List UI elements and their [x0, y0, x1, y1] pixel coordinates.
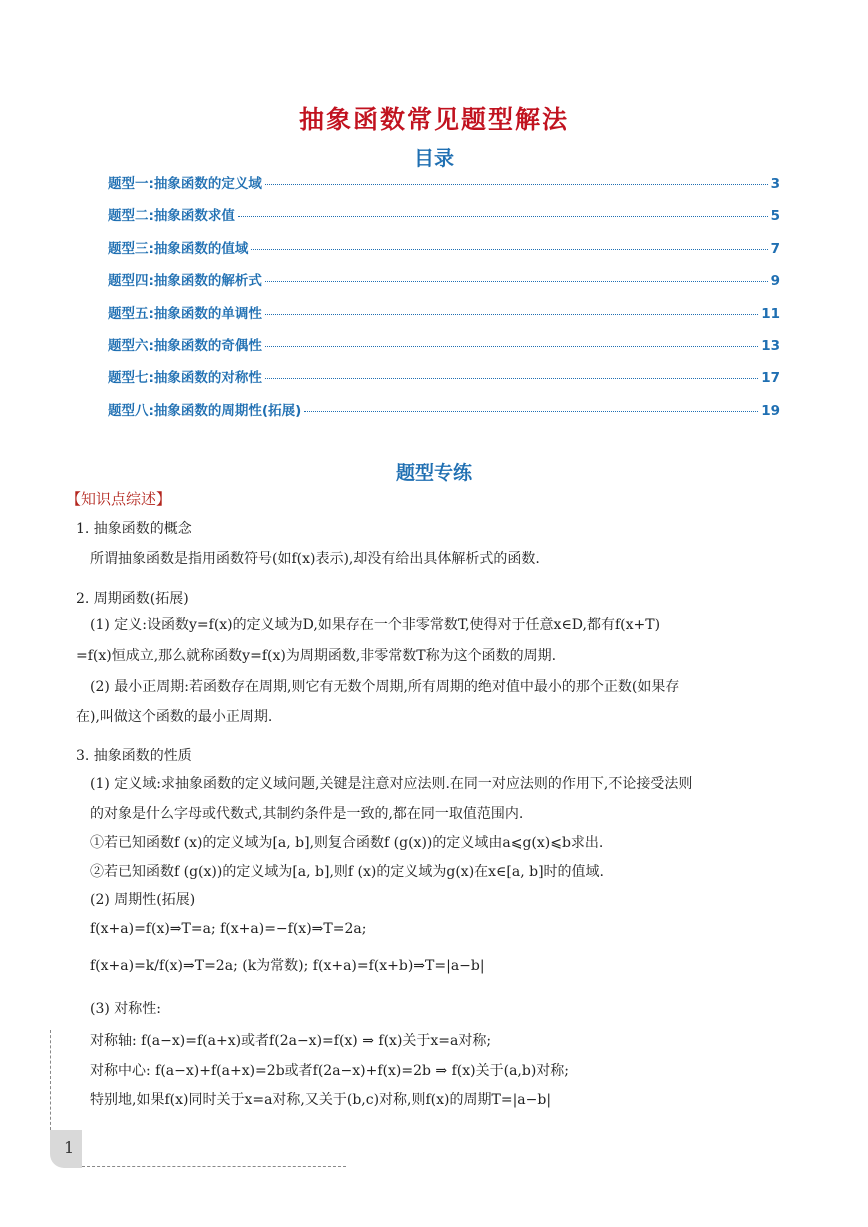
document-title: 抽象函数常见题型解法 [298, 105, 569, 134]
paragraph-line: ①若已知函数f (x)的定义域为[a, b],则复合函数f (g(x))的定义域由a⩽g(x)⩽b求出. [90, 835, 604, 851]
toc-item-label: 题型三:抽象函数的值域 [108, 240, 249, 257]
toc-item-label: 题型五:抽象函数的单调性 [108, 305, 262, 322]
toc-item[interactable] [108, 334, 780, 366]
paragraph-line: ②若已知函数f (g(x))的定义域为[a, b],则f (x)的定义域为g(x)在x∈[a, b]时的值域. [90, 864, 604, 880]
formula-line: 对称中心: f(a−x)+f(a+x)=2b或者f(2a−x)+f(x)=2b ⇒ f(x)关于(a,b)对称; [90, 1063, 570, 1079]
page-number: 1 [64, 1138, 75, 1157]
toc-item-label: 题型一:抽象函数的定义域 [108, 176, 262, 192]
toc-item[interactable] [108, 237, 780, 269]
toc-leader-dots [251, 249, 767, 250]
toc-item-page: 17 [761, 370, 780, 387]
paragraph-line: 的对象是什么字母或代数式,其制约条件是一致的,都在同一取值范围内. [90, 806, 524, 822]
toc-title: 目录 [414, 146, 454, 170]
paragraph-line: 在),叫做这个函数的最小正周期. [76, 709, 273, 725]
section-title: 题型专练 [395, 462, 472, 484]
paragraph-line: (1) 定义:设函数y=f(x)的定义域为D,如果存在一个非零常数T,使得对于任意x∈D,都有f(x+T) [90, 617, 661, 633]
paragraph-line: 所谓抽象函数是指用函数符号(如f(x)表示),却没有给出具体解析式的函数. [90, 551, 540, 567]
paragraph-line: =f(x)恒成立,那么就称函数y=f(x)为周期函数,非零常数T称为这个函数的周期. [76, 648, 557, 664]
toc-item[interactable] [108, 399, 780, 431]
formula-line: f(x+a)=f(x)⇒T=a; f(x+a)=−f(x)⇒T=2a; [90, 921, 367, 937]
toc-leader-dots [304, 411, 758, 412]
toc-leader-dots [238, 216, 768, 217]
page-decor-dashed-vertical [50, 1030, 51, 1130]
table-of-contents [108, 172, 780, 431]
toc-leader-dots [265, 184, 768, 185]
toc-item-page: 3 [770, 176, 780, 192]
toc-item[interactable] [108, 204, 780, 236]
formula-line: 对称轴: f(a−x)=f(a+x)或者f(2a−x)=f(x) ⇒ f(x)关于x=a对称; [90, 1033, 492, 1049]
paragraph-line: (2) 周期性(拓展) [90, 892, 196, 908]
knowledge-summary-tag: 【知识点综述】 [66, 490, 172, 508]
toc-item-page: 19 [761, 402, 780, 419]
toc-item-page: 11 [761, 305, 780, 322]
formula-line: f(x+a)=k/f(x)⇒T=2a; (k为常数); f(x+a)=f(x+b)⇒T=|a−b| [90, 958, 485, 974]
heading-properties: 3. 抽象函数的性质 [76, 748, 192, 764]
toc-item[interactable] [108, 172, 780, 204]
toc-leader-dots [265, 346, 758, 347]
toc-leader-dots [265, 378, 758, 379]
toc-item[interactable] [108, 269, 780, 301]
toc-item-page: 7 [770, 240, 780, 257]
toc-item[interactable] [108, 366, 780, 398]
toc-item-label: 题型二:抽象函数求值 [108, 208, 235, 225]
paragraph-line: (1) 定义域:求抽象函数的定义域问题,关键是注意对应法则.在同一对应法则的作用下,不论接受法则 [90, 776, 693, 792]
toc-item-label: 题型八:抽象函数的周期性(拓展) [108, 402, 302, 419]
paragraph-line: (3) 对称性: [90, 1001, 161, 1017]
toc-item-page: 13 [761, 337, 780, 354]
paragraph-line: (2) 最小正周期:若函数存在周期,则它有无数个周期,所有周期的绝对值中最小的那个正数(如果存 [90, 679, 680, 695]
toc-leader-dots [265, 281, 768, 282]
toc-item-page: 9 [770, 273, 780, 290]
toc-item[interactable] [108, 302, 780, 334]
formula-line: 特别地,如果f(x)同时关于x=a对称,又关于(b,c)对称,则f(x)的周期T=|a−b| [90, 1092, 552, 1108]
toc-item-label: 题型六:抽象函数的奇偶性 [108, 337, 262, 354]
toc-item-page: 5 [770, 208, 780, 225]
heading-concept: 1. 抽象函数的概念 [76, 521, 192, 537]
heading-periodic: 2. 周期函数(拓展) [76, 591, 189, 607]
toc-item-label: 题型七:抽象函数的对称性 [108, 370, 262, 387]
toc-leader-dots [265, 314, 758, 315]
toc-item-label: 题型四:抽象函数的解析式 [108, 273, 262, 290]
page-decor-dashed-horizontal [82, 1166, 346, 1167]
